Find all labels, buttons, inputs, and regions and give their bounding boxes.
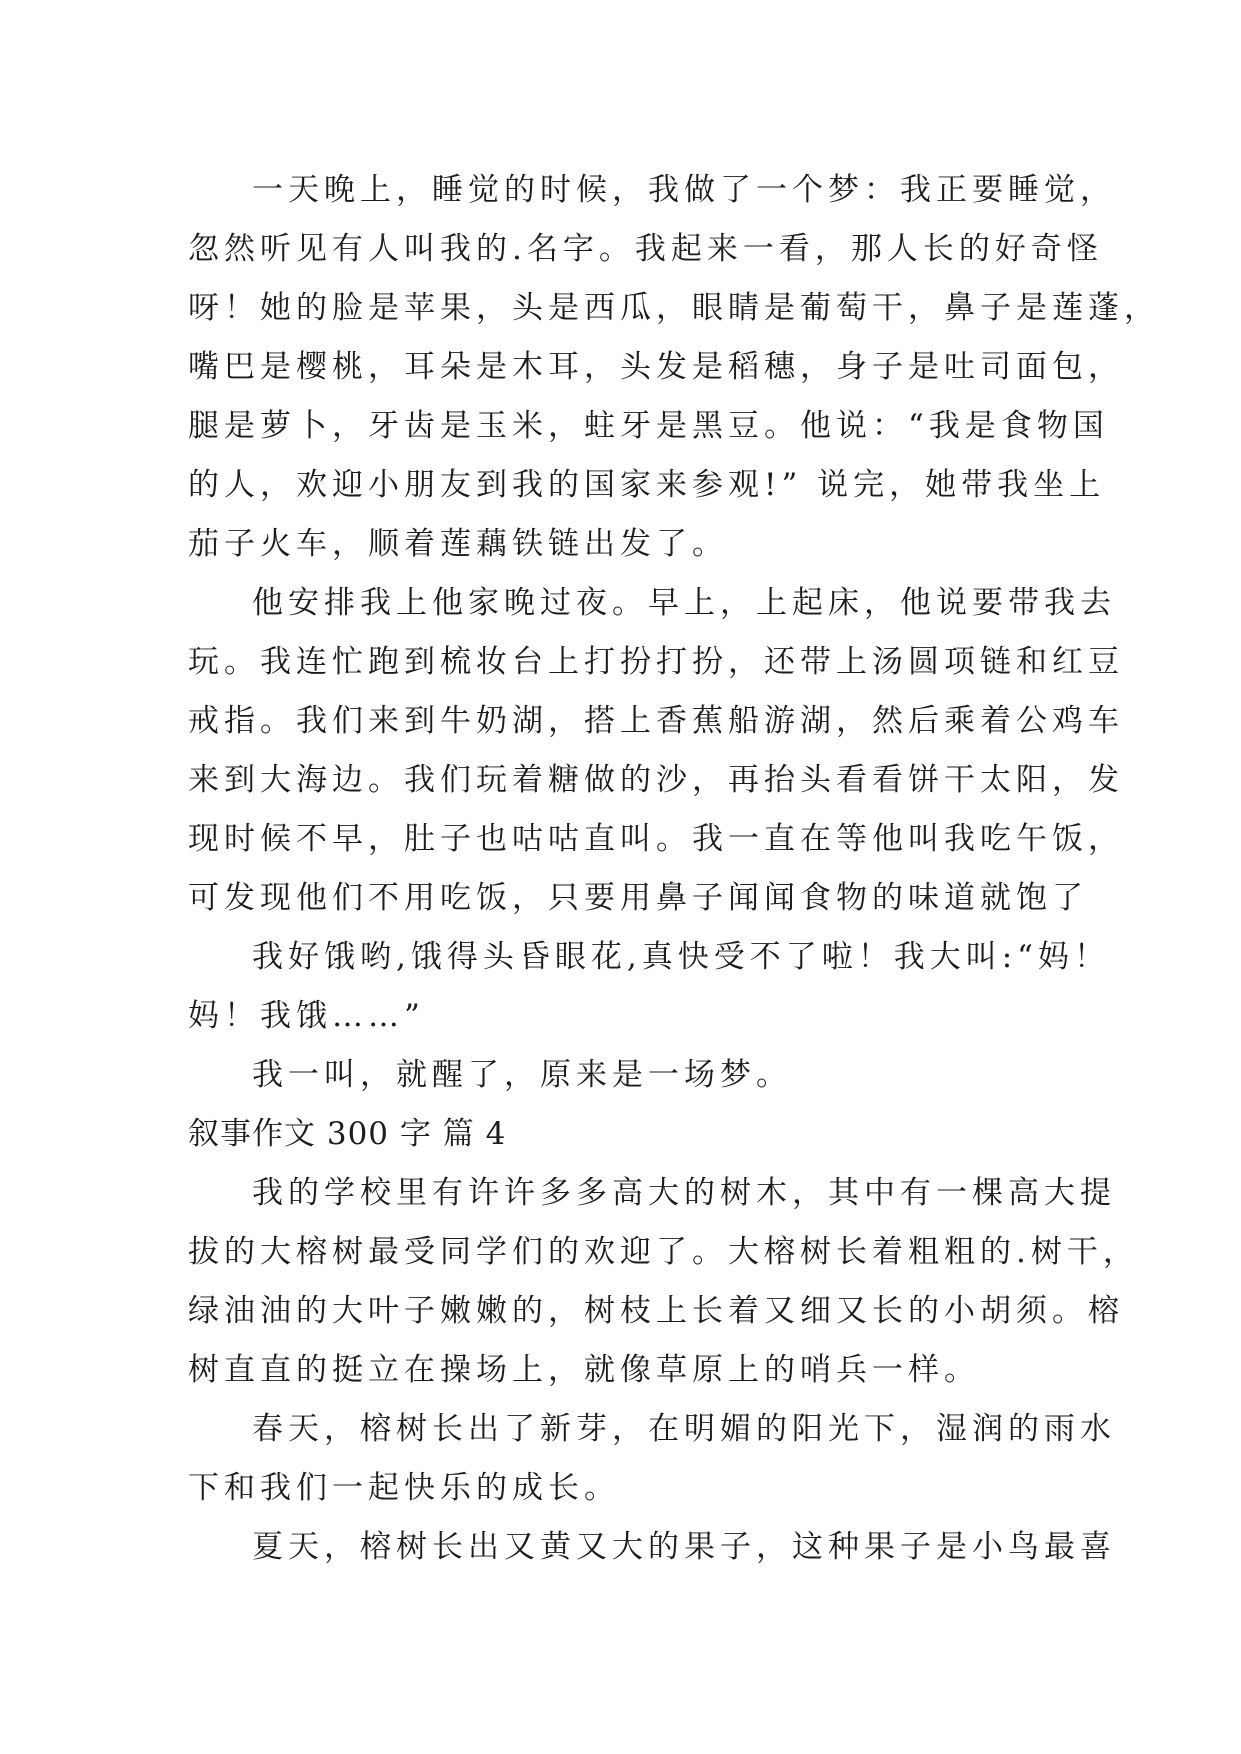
text-line: 我一叫，就醒了，原来是一场梦。 (252, 1057, 792, 1093)
text-line: 我的学校里有许许多多高大的树木，其中有一棵高大提 (252, 1175, 1116, 1211)
text-line: 春天，榕树长出了新芽，在明媚的阳光下，湿润的雨水 (252, 1411, 1116, 1447)
text-line: 下和我们一起快乐的成长。 (188, 1470, 620, 1506)
text-line: 拔的大榕树最受同学们的欢迎了。大榕树长着粗粗的.树干， (188, 1234, 1139, 1270)
text-line: 嘴巴是樱桃，耳朵是木耳，头发是稻穗，身子是吐司面包， (188, 349, 1124, 385)
text-line: 可发现他们不用吃饭，只要用鼻子闻闻食物的味道就饱了 (188, 880, 1088, 916)
text-line: 他安排我上他家晚过夜。早上，上起床，他说要带我去 (252, 585, 1116, 621)
text-line: 玩。我连忙跑到梳妆台上打扮打扮，还带上汤圆项链和红豆 (188, 644, 1124, 680)
text-line: 我好饿哟,饿得头昏眼花,真快受不了啦！我大叫:“妈！ (252, 939, 1110, 975)
document-body (188, 161, 1160, 1577)
text-line: 夏天，榕树长出又黄又大的果子，这种果子是小鸟最喜 (252, 1529, 1116, 1565)
text-line: 呀！她的脸是苹果，头是西瓜，眼睛是葡萄干，鼻子是莲蓬， (188, 290, 1160, 326)
text-line: 腿是萝卜，牙齿是玉米，蛀牙是黑豆。他说：“我是食物国 (188, 408, 1109, 444)
text-line: 戒指。我们来到牛奶湖，搭上香蕉船游湖，然后乘着公鸡车 (188, 703, 1124, 739)
text-line: 来到大海边。我们玩着糖做的沙，再抬头看看饼干太阳，发 (188, 762, 1124, 798)
section-heading: 叙事作文 300 字 篇 4 (188, 1116, 507, 1152)
text-line: 妈！我饿……” (188, 998, 425, 1034)
text-line: 忽然听见有人叫我的.名字。我起来一看，那人长的好奇怪 (188, 231, 1103, 267)
text-line: 现时候不早，肚子也咕咕直叫。我一直在等他叫我吃午饭， (188, 821, 1124, 857)
text-line: 茄子火车，顺着莲藕铁链出发了。 (188, 526, 728, 562)
text-line: 树直直的挺立在操场上，就像草原上的哨兵一样。 (188, 1352, 980, 1388)
text-line: 绿油油的大叶子嫩嫩的，树枝上长着又细又长的小胡须。榕 (188, 1293, 1124, 1329)
text-line: 一天晚上，睡觉的时候，我做了一个梦：我正要睡觉， (252, 172, 1116, 208)
text-line: 的人，欢迎小朋友到我的国家来参观!” 说完，她带我坐上 (188, 467, 1106, 503)
